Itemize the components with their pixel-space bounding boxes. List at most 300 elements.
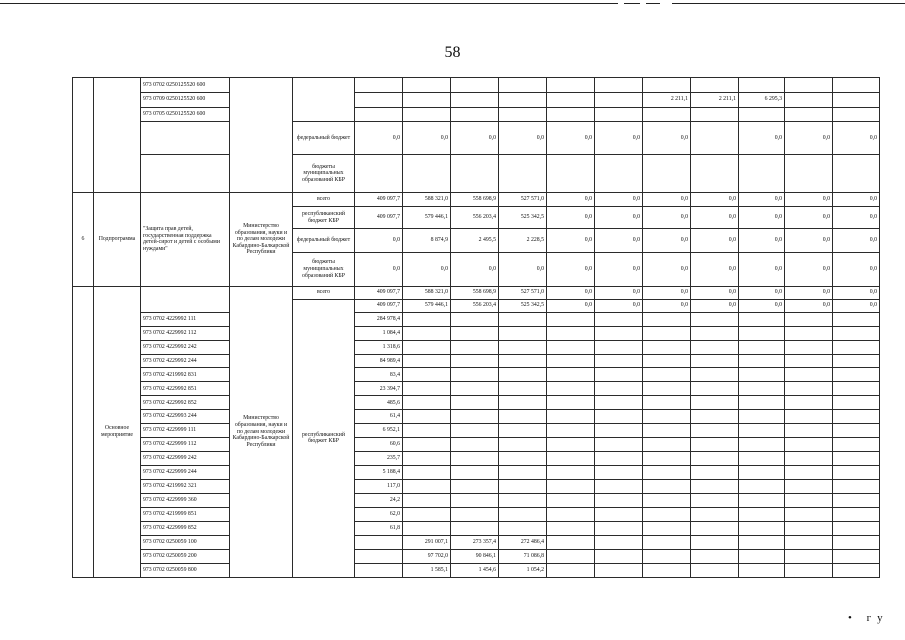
value-cell [691,107,739,122]
value-cell: 6 295,3 [739,92,785,107]
value-cell [451,92,499,107]
value-cell: 0,0 [643,286,691,299]
value-cell: 273 357,4 [451,535,499,549]
value-cell [691,122,739,155]
number-cell [73,286,94,577]
value-cell [595,563,643,577]
value-cell: 0,0 [691,299,739,312]
top-line-gap [618,1,624,6]
value-cell [785,396,833,410]
value-cell: 97 702,0 [403,549,451,563]
value-cell: 2 495,5 [451,229,499,253]
page-number: 58 [444,44,461,61]
value-cell [833,494,880,508]
table-row [73,78,880,93]
value-cell: 0,0 [547,206,595,229]
value-cell [451,396,499,410]
value-cell [547,549,595,563]
value-cell [691,494,739,508]
value-cell [739,340,785,354]
value-cell [547,92,595,107]
value-cell: 1 084,4 [355,326,403,340]
table-row [73,452,880,466]
value-cell [499,480,547,494]
value-cell [785,368,833,382]
value-cell [499,382,547,396]
table-row [73,480,880,494]
value-cell [785,78,833,93]
value-cell [403,480,451,494]
value-cell: 0,0 [499,252,547,286]
value-cell: 409 097,7 [355,286,403,299]
value-cell [691,354,739,368]
value-cell [785,107,833,122]
value-cell: 0,0 [451,252,499,286]
value-cell: 0,0 [595,229,643,253]
value-cell [739,410,785,424]
value-cell [833,535,880,549]
value-cell: 0,0 [643,122,691,155]
value-cell [643,326,691,340]
value-cell [785,466,833,480]
value-cell [785,521,833,535]
value-cell [547,382,595,396]
value-cell: 0,0 [355,229,403,253]
value-cell: 291 007,1 [403,535,451,549]
number-cell [73,78,94,193]
budget-code: 973 0702 0250059 100 [141,535,230,549]
value-cell [499,466,547,480]
value-cell: 2 211,1 [691,92,739,107]
value-cell: 558 698,9 [451,193,499,207]
budget-code: 973 0702 4219999 851 [141,507,230,521]
value-cell [547,312,595,326]
value-cell: 0,0 [833,286,880,299]
value-cell [595,154,643,192]
value-cell [499,312,547,326]
budget-code: 973 0702 0250059 800 [141,563,230,577]
top-border-line [0,3,905,4]
value-cell [595,494,643,508]
value-cell: 272 486,4 [499,535,547,549]
value-cell [547,563,595,577]
value-cell [739,549,785,563]
table-row [73,396,880,410]
budget-code: 973 0702 4229992 852 [141,396,230,410]
value-cell [403,107,451,122]
value-cell: 0,0 [691,252,739,286]
source-cell: республиканский бюджет КБР [293,299,355,577]
value-cell [355,549,403,563]
budget-code: 973 0702 4219992 831 [141,368,230,382]
source-cell: бюджеты муниципальных образований КБР [293,252,355,286]
value-cell [451,438,499,452]
value-cell: 0,0 [595,252,643,286]
value-cell [547,521,595,535]
budget-code: 973 0702 4229992 242 [141,340,230,354]
value-cell [691,507,739,521]
budget-code: 973 0702 4229992 851 [141,382,230,396]
value-cell [833,107,880,122]
source-cell: федеральный бюджет [293,122,355,155]
value-cell [643,107,691,122]
value-cell [643,563,691,577]
value-cell: 23 394,7 [355,382,403,396]
value-cell [451,410,499,424]
value-cell [643,396,691,410]
value-cell: 83,4 [355,368,403,382]
value-cell [691,382,739,396]
value-cell: 525 342,5 [499,299,547,312]
value-cell [739,480,785,494]
value-cell: 71 086,8 [499,549,547,563]
value-cell [403,92,451,107]
value-cell [547,494,595,508]
value-cell [451,312,499,326]
table-row [73,563,880,577]
value-cell: 61,4 [355,410,403,424]
value-cell [833,340,880,354]
value-cell [547,535,595,549]
value-cell [833,368,880,382]
value-cell [499,438,547,452]
top-line-gap [640,1,646,6]
value-cell: 0,0 [595,193,643,207]
table-row [73,286,880,299]
value-cell [595,107,643,122]
value-cell [785,424,833,438]
value-cell [739,354,785,368]
budget-code [141,154,230,192]
value-cell: 0,0 [833,122,880,155]
value-cell: 0,0 [691,229,739,253]
value-cell: 485,6 [355,396,403,410]
table-row [73,368,880,382]
value-cell: 0,0 [643,193,691,207]
value-cell [547,396,595,410]
value-cell [643,368,691,382]
value-cell [643,507,691,521]
value-cell [691,340,739,354]
value-cell [785,438,833,452]
value-cell [785,494,833,508]
table-row [73,382,880,396]
value-cell: 527 571,0 [499,193,547,207]
value-cell [833,521,880,535]
value-cell: 558 698,9 [451,286,499,299]
value-cell: 0,0 [833,299,880,312]
value-cell [833,326,880,340]
value-cell [595,92,643,107]
value-cell [403,154,451,192]
value-cell: 0,0 [833,229,880,253]
value-cell: 579 446,1 [403,206,451,229]
value-cell: 0,0 [833,252,880,286]
value-cell [547,466,595,480]
value-cell: 2 228,5 [499,229,547,253]
source-cell: бюджеты муниципальных образований КБР [293,154,355,192]
budget-code [141,286,230,312]
value-cell [547,340,595,354]
top-line-gap [660,1,672,6]
value-cell: 0,0 [739,206,785,229]
value-cell: 24,2 [355,494,403,508]
table-row [73,193,880,207]
value-cell: 0,0 [833,193,880,207]
value-cell [833,563,880,577]
value-cell [499,78,547,93]
subprogram-title: "Защита прав детей, государственная поддержка детей-сирот и детей с особыми нуждами" [141,193,230,287]
value-cell [499,396,547,410]
budget-code: 973 0702 4229992 112 [141,326,230,340]
budget-code: 973 0702 4229999 244 [141,466,230,480]
table-row [73,438,880,452]
value-cell [499,507,547,521]
value-cell [595,507,643,521]
value-cell [595,466,643,480]
value-cell [499,354,547,368]
value-cell: 1 054,2 [499,563,547,577]
value-cell [833,466,880,480]
value-cell [403,521,451,535]
value-cell: 1 318,6 [355,340,403,354]
value-cell: 0,0 [547,229,595,253]
source-cell: всего [293,193,355,207]
value-cell: 525 342,5 [499,206,547,229]
value-cell [643,438,691,452]
value-cell [691,368,739,382]
value-cell: 0,0 [595,206,643,229]
activity-label: Основное мероприятие [94,286,141,577]
value-cell [739,382,785,396]
value-cell [833,154,880,192]
value-cell [691,78,739,93]
value-cell: 1 454,6 [451,563,499,577]
value-cell [785,563,833,577]
value-cell [691,424,739,438]
budget-code: 973 0709 0250125520 600 [141,92,230,107]
value-cell [785,452,833,466]
value-cell [785,154,833,192]
value-cell: 579 446,1 [403,299,451,312]
value-cell [547,410,595,424]
value-cell: 0,0 [833,206,880,229]
value-cell [643,521,691,535]
value-cell [547,368,595,382]
value-cell: 5 188,4 [355,466,403,480]
value-cell [595,382,643,396]
value-cell [403,396,451,410]
value-cell: 0,0 [451,122,499,155]
value-cell: 556 203,4 [451,299,499,312]
value-cell [595,424,643,438]
value-cell [691,466,739,480]
value-cell: 0,0 [785,122,833,155]
value-cell [691,396,739,410]
value-cell [691,326,739,340]
value-cell [833,382,880,396]
value-cell [739,535,785,549]
value-cell [785,312,833,326]
table-row [73,424,880,438]
value-cell [451,340,499,354]
value-cell [355,535,403,549]
value-cell [833,438,880,452]
value-cell: 409 097,7 [355,206,403,229]
value-cell [451,354,499,368]
value-cell [355,78,403,93]
value-cell [739,452,785,466]
value-cell: 588 321,0 [403,193,451,207]
value-cell: 62,0 [355,507,403,521]
source-cell: всего [293,286,355,299]
value-cell: 527 571,0 [499,286,547,299]
value-cell [739,466,785,480]
value-cell [451,78,499,93]
value-cell [355,92,403,107]
value-cell [499,107,547,122]
table-body [73,78,880,578]
value-cell [785,410,833,424]
value-cell: 0,0 [739,299,785,312]
value-cell: 0,0 [547,299,595,312]
value-cell [739,438,785,452]
value-cell [595,396,643,410]
value-cell [643,78,691,93]
budget-code: 973 0702 4219992 321 [141,480,230,494]
value-cell [403,354,451,368]
table-row [73,340,880,354]
value-cell: 409 097,7 [355,193,403,207]
subprogram-label: Подпрограмма [94,193,141,287]
value-cell [739,521,785,535]
value-cell [691,452,739,466]
value-cell [403,340,451,354]
value-cell [739,368,785,382]
value-cell [785,535,833,549]
value-cell: 0,0 [691,193,739,207]
value-cell: 0,0 [739,286,785,299]
name-cell [94,78,141,193]
value-cell [451,154,499,192]
value-cell [595,410,643,424]
value-cell [451,452,499,466]
budget-code: 973 0702 4229992 244 [141,354,230,368]
value-cell [785,549,833,563]
value-cell: 0,0 [691,286,739,299]
value-cell: 0,0 [739,122,785,155]
value-cell [785,382,833,396]
budget-code: 973 0702 4229993 244 [141,410,230,424]
value-cell [643,410,691,424]
value-cell [547,326,595,340]
value-cell: 235,7 [355,452,403,466]
value-cell: 0,0 [547,193,595,207]
value-cell [691,521,739,535]
value-cell [595,312,643,326]
value-cell [643,424,691,438]
table-row [73,466,880,480]
value-cell [595,354,643,368]
value-cell [547,424,595,438]
value-cell [643,535,691,549]
budget-code: 973 0702 0250125520 600 [141,78,230,93]
value-cell: 61,8 [355,521,403,535]
table-row [73,107,880,122]
value-cell [643,452,691,466]
value-cell: 0,0 [547,122,595,155]
budget-code: 973 0702 4229992 111 [141,312,230,326]
value-cell [451,494,499,508]
value-cell [403,507,451,521]
value-cell [643,494,691,508]
value-cell: 0,0 [403,122,451,155]
value-cell [739,154,785,192]
value-cell [403,438,451,452]
value-cell [691,154,739,192]
value-cell [547,354,595,368]
value-cell [833,312,880,326]
value-cell [785,92,833,107]
value-cell [403,312,451,326]
value-cell [785,340,833,354]
value-cell: 1 585,1 [403,563,451,577]
value-cell: 0,0 [785,252,833,286]
value-cell [595,340,643,354]
value-cell [403,410,451,424]
value-cell [499,368,547,382]
value-cell [643,549,691,563]
value-cell [643,354,691,368]
value-cell [739,396,785,410]
budget-code: 973 0702 4229999 112 [141,438,230,452]
table-row [73,535,880,549]
value-cell: 0,0 [595,286,643,299]
value-cell [547,154,595,192]
value-cell [403,78,451,93]
value-cell [403,424,451,438]
value-cell: 0,0 [785,299,833,312]
value-cell: 0,0 [355,252,403,286]
value-cell [499,452,547,466]
footer-marks: • гу [848,612,889,624]
value-cell: 0,0 [785,229,833,253]
value-cell [499,340,547,354]
value-cell [739,326,785,340]
value-cell: 117,0 [355,480,403,494]
budget-code: 973 0702 4229999 852 [141,521,230,535]
value-cell: 0,0 [739,193,785,207]
value-cell [691,535,739,549]
value-cell: 409 097,7 [355,299,403,312]
value-cell [595,368,643,382]
value-cell [451,480,499,494]
source-cell: республиканский бюджет КБР [293,206,355,229]
budget-code: 973 0702 4229999 242 [141,452,230,466]
value-cell: 0,0 [643,206,691,229]
value-cell: 0,0 [643,252,691,286]
value-cell: 60,6 [355,438,403,452]
value-cell [691,563,739,577]
value-cell [833,549,880,563]
table-row [73,521,880,535]
table-row [73,507,880,521]
table-row [73,354,880,368]
subprogram-number: 6 [73,193,94,287]
table-row [73,122,880,155]
value-cell [739,424,785,438]
value-cell [739,507,785,521]
